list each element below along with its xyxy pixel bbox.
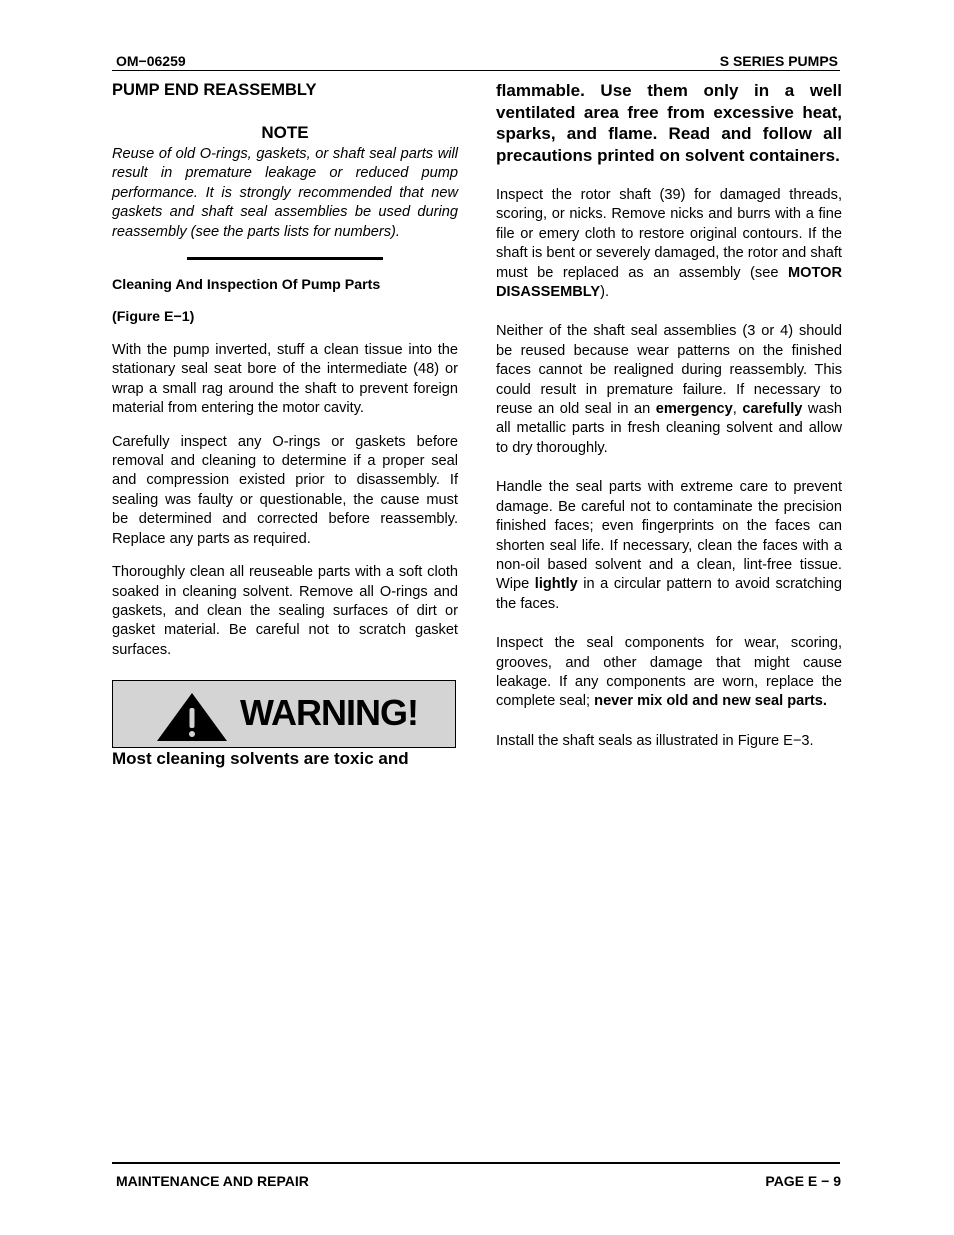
paragraph: Thoroughly clean all reuseable parts with a soft cloth soaked in cleaning solvent. Remove all O-rings and gaskets, and clean the sealing surfaces of dirt or gasket material. Be careful not to scratch gasket surfaces. bbox=[112, 564, 458, 658]
warning-label: WARNING! bbox=[240, 692, 418, 734]
paragraph-seal-inspection bbox=[496, 634, 842, 712]
section-title: PUMP END REASSEMBLY bbox=[112, 81, 317, 99]
doc-number: OM−06259 bbox=[116, 53, 186, 69]
emphasis-text: carefully bbox=[742, 401, 803, 418]
text: in a circular pattern to avoid scratching the faces. bbox=[496, 576, 842, 612]
text: , bbox=[732, 401, 743, 418]
paragraph-install: Install the shaft seals as illustrated in Figure E−3. bbox=[496, 732, 814, 749]
paragraph-shaft-inspection bbox=[496, 186, 842, 302]
emphasis-text: emergency bbox=[655, 401, 733, 418]
left-column bbox=[112, 80, 458, 770]
text: ). bbox=[600, 284, 609, 301]
text: Inspect the seal components for wear, scoring, grooves, and other damage that might cause leakage. If any components are worn, replace the complete seal; bbox=[496, 635, 842, 710]
warning-banner bbox=[112, 680, 456, 748]
right-column bbox=[496, 80, 842, 751]
warning-triangle-icon bbox=[155, 691, 229, 749]
text: Neither of the shaft seal assemblies (3 or 4) should be reused because wear patterns on the finished faces cannot be realigned during reassembly. This could result in premature failure. If necessary to reuse an old seal in an bbox=[496, 323, 842, 418]
series-title: S SERIES PUMPS bbox=[719, 53, 838, 69]
paragraph: Carefully inspect any O-rings or gaskets before removal and cleaning to determine if a proper seal and compression existed prior to disassembly. If sealing was faulty or questionable, the cause must be determined and corrected before reassembly. Replace any parts as required. bbox=[112, 433, 458, 547]
warning-text-start: Most cleaning solvents are toxic and bbox=[112, 749, 409, 769]
header-rule bbox=[112, 70, 840, 71]
footer-section: MAINTENANCE AND REPAIR bbox=[116, 1173, 309, 1189]
note-divider bbox=[187, 257, 383, 260]
reference-motor-disassembly: MOTOR DISASSEMBLY bbox=[496, 264, 842, 301]
figure-reference: (Figure E−1) bbox=[112, 309, 195, 326]
page-number: PAGE E − 9 bbox=[765, 1173, 841, 1189]
text: Inspect the rotor shaft (39) for damaged threads, scoring, or nicks. Remove nicks and burrs with a fine file or emery cloth to restore original contours. If the shaft is bent or severely damaged, the rotor and shaft must be replaced as an assembly (see bbox=[496, 187, 842, 281]
emphasis-text: lightly bbox=[534, 576, 578, 593]
emphasis-text: never mix old and new seal parts. bbox=[594, 693, 827, 710]
paragraph: With the pump inverted, stuff a clean tissue into the stationary seal seat bore of the intermediate (48) or wrap a small rag around the shaft to prevent foreign material from entering the motor cavity. bbox=[112, 342, 458, 417]
text: wash all metallic parts in fresh cleaning solvent and allow to dry thoroughly. bbox=[496, 401, 842, 456]
warning-text-continued: flammable. Use them only in a well ventilated area free from excessive heat, sparks, and flame. Read and follow all precautions printed on solvent containers. bbox=[496, 81, 842, 165]
subsection-title: Cleaning And Inspection Of Pump Parts bbox=[112, 277, 381, 294]
note-title: NOTE bbox=[261, 123, 309, 142]
paragraph-seal-handling bbox=[496, 478, 842, 614]
footer-rule bbox=[112, 1162, 840, 1164]
paragraph-seal-reuse bbox=[496, 322, 842, 458]
note-text: Reuse of old O-rings, gaskets, or shaft seal parts will result in premature leakage or reduced pump performance. It is strongly recommended that new gaskets and shaft seal assemblies be used during reassembly (see the parts lists for numbers). bbox=[112, 146, 458, 240]
text: Handle the seal parts with extreme care to prevent damage. Be careful not to contaminate the precision finished faces; even fingerprints on the faces can shorten seal life. If necessary, clean the faces with a non-oil based solvent and a clean, lint-free tissue. Wipe bbox=[496, 479, 842, 593]
note-block bbox=[112, 123, 458, 260]
